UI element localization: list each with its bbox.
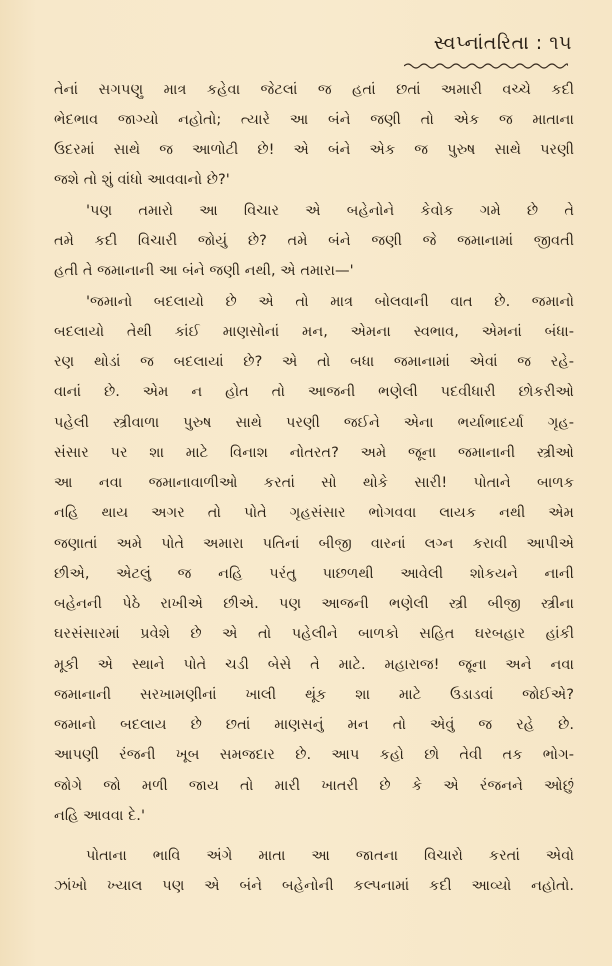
text-line: નહિ થાય અગર તો પોતે ગૃહસંસાર ભોગવવા લાયક નથી એમ (54, 504, 574, 521)
text-line: છીએ, એટલું જ નહિ પરંતુ પાછળથી આવેલી શોકયને નાની (54, 565, 574, 582)
text-line: જશે તો શું વાંધો આવવાનો છે?' (54, 171, 230, 188)
text-line: હતી તે જમાનાની આ બંને જણી નથી, એ તમારા—' (54, 262, 354, 279)
paragraph-first-line: 'પણ તમારો આ વિચાર એ બહેનોને કેવોક ગમે છે તે (86, 202, 574, 219)
text-line: આ નવા જમાનાવાળીઓ કરતાં સો થોકે સારી! પોતાને બાળક (54, 474, 574, 491)
text-line: વાનાં છે. એમ ન હોત તો આજની ભણેલી પદવીધારી છોકરીઓ (54, 383, 574, 400)
text-line: જમાનો બદલાય છે છતાં માણસનું મન તો એવું જ રહે છે. (54, 716, 574, 733)
running-header: સ્વપ્નાંતરિતા : ૧૫ (433, 32, 572, 54)
text-line: ઉદરમાં સાથે જ આળોટી છે! એ બંને એક જ પુરુષ સાથે પરણી (54, 141, 574, 158)
text-line: જણાતાં અમે પોતે અમારા પતિનાં બીજી વારનાં લગ્ન કરાવી આપીએ (54, 535, 574, 552)
text-line: આપણી રંજની ખૂબ સમજદાર છે. આપ કહો છો તેવી તક ભોગ- (54, 746, 574, 763)
text-line: ઝાંખો ખ્યાલ પણ એ બંને બહેનોની કલ્પનામાં કદી આવ્યો નહોતો. (54, 877, 574, 894)
text-line: ઘરસંસારમાં પ્રવેશે છે એ તો પહેલીને બાળકો સહિત ઘરબહાર હાંકી (54, 625, 574, 642)
text-line: રણ થોડાં જ બદલાયાં છે? એ તો બધા જમાનામાં એવાં જ રહે- (54, 353, 574, 370)
paragraph-first-line: 'જમાનો બદલાયો છે એ તો માત્ર બોલવાની વાત છે. જમાનો (86, 293, 574, 310)
text-line: તમે કદી વિચારી જોયું છે? તમે બંને જણી જે જમાનામાં જીવતી (54, 232, 574, 249)
header-wavy-rule (404, 62, 568, 70)
text-line: મૂકી એ સ્થાને પોતે ચડી બેસે તે માટે. મહારાજ! જૂના અને નવા (54, 656, 574, 673)
text-line: સંસાર પર શા માટે વિનાશ નોતરત? અમે જૂના જમાનાની સ્ત્રીઓ (54, 444, 574, 461)
text-line: બહેનની પેઠે રાખીએ છીએ. પણ આજની ભણેલી સ્ત્રી બીજી સ્ત્રીના (54, 595, 574, 612)
text-line: પહેલી સ્ત્રીવાળા પુરુષ સાથે પરણી જઈને એના ભર્યાભાદર્યા ગૃહ- (54, 414, 574, 431)
text-line: જમાનાની સરખામણીનાં ખાલી થૂંક શા માટે ઉડાડવાં જોઈએ? (54, 686, 574, 703)
text-line: ભેદભાવ જાગ્યો નહોતો; ત્યારે આ બંને જણી તો એક જ માતાના (54, 111, 574, 128)
text-line: જોગે જો મળી જાય તો મારી ખાતરી છે કે એ રંજનને ઓછું (54, 777, 574, 794)
paragraph-first-line: પોતાના ભાવિ અંગે માતા આ જાતના વિચારો કરતાં એવો (86, 847, 574, 864)
text-line: બદલાયો તેથી કાંઈ માણસોનાં મન, એમના સ્વભાવ, એમનાં બંધા- (54, 323, 574, 340)
text-line: તેનાં સગપણુ માત્ર કહેવા જેટલાં જ હતાં છતાં અમારી વચ્ચે કદી (54, 81, 574, 98)
text-line: નહિ આવવા દે.' (54, 807, 145, 824)
